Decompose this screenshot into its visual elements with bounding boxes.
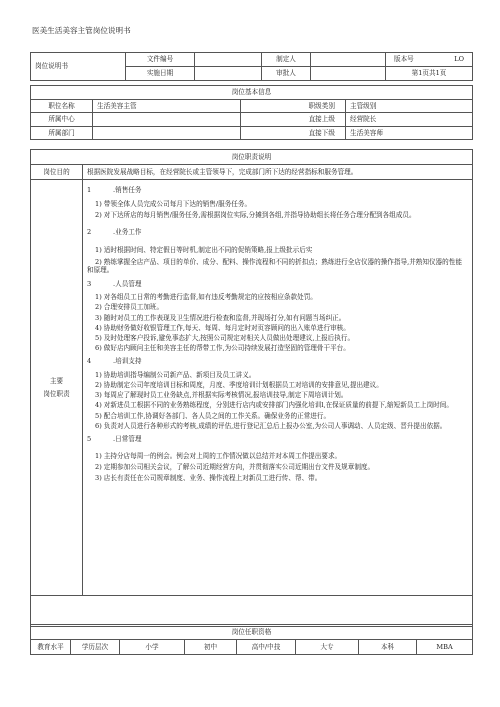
duty-item [87, 314, 468, 322]
duty-item-num: 5) [95, 411, 102, 420]
duty-section-title: .日常管理 [113, 434, 142, 443]
duty-section-title: .业务工作 [113, 228, 142, 237]
duty-item [87, 324, 468, 332]
duty-section-title: .人员管理 [113, 280, 142, 289]
duty-item [87, 371, 468, 379]
duty-item-text: 及时处理客户投诉,避免事态扩大,按照公司规定对相关人员做出处理建议,上报后执行。 [103, 334, 355, 343]
department-value [93, 126, 241, 140]
duty-item-text: 店长有责任在公司规章制度、业务、操作流程上对新员工进行传、帮、带。 [103, 474, 322, 483]
duty-item-num: 6) [95, 344, 102, 353]
department-label: 所属部门 [31, 126, 93, 140]
duty-item-num: 2) [95, 211, 102, 220]
version-value: LO [454, 55, 464, 64]
duty-section [87, 432, 468, 446]
education-option: MBA [417, 640, 473, 655]
direct-subordinate-label: 直接下级 [299, 126, 346, 140]
duty-item-text: 协助制定公司年度培训目标和周度，月度、季度培训计划根据员工对培训的安排意见,提出建议。 [103, 380, 383, 389]
file-no-value [195, 53, 262, 67]
duty-item [87, 293, 468, 301]
duty-item [87, 303, 468, 311]
duty-section-num: 3 [87, 280, 92, 289]
education-option: 大专 [296, 640, 359, 655]
duty-item-text: 对各组员工日常的考勤进行监督,如有违反考勤规定的应按相应条款处罚。 [103, 293, 317, 302]
effective-date-value [195, 67, 262, 81]
position-name-value: 生活美容主管 [93, 99, 241, 113]
level-label: 学历层次 [71, 640, 120, 655]
duty-item-num: 3) [95, 313, 102, 322]
duty-item-num: 2) [95, 257, 102, 266]
education-option: 本科 [359, 640, 417, 655]
duty-item-num: 6) [95, 421, 102, 430]
duty-item [87, 344, 468, 352]
file-no-label: 文件编号 [126, 53, 195, 67]
duty-item-text: 带领全体人员完成公司每月下达的销售/服务任务。 [103, 200, 252, 208]
duty-item-num: 3) [95, 474, 102, 483]
duty-item [87, 463, 468, 471]
duty-section [87, 225, 468, 239]
job-category-value: 主管级别 [346, 99, 473, 113]
direct-subordinate-value: 生活美容师 [346, 126, 473, 140]
duty-section [87, 277, 468, 291]
duty-item [87, 246, 468, 254]
doc-label: 岗位说明书 [31, 53, 126, 81]
duty-section-title: .培训支持 [113, 357, 142, 366]
doc-header-table [30, 52, 473, 81]
duty-section-num: 1 [87, 185, 92, 194]
duty-item-num: 1) [95, 451, 102, 460]
education-label: 教育水平 [31, 640, 71, 655]
qualification-table [30, 624, 473, 655]
duty-item [87, 422, 468, 430]
duty-section-num: 5 [87, 434, 92, 443]
duty-item-num: 4) [95, 323, 102, 332]
duty-section-num: 2 [87, 228, 92, 237]
duty-item-num: 5) [95, 334, 102, 343]
purpose-label: 岗位目的 [31, 165, 83, 180]
effective-date-label: 实施日期 [126, 67, 195, 81]
duty-item [87, 452, 468, 460]
duty-item-text: 主持分店每周一的例会。例会对上周的工作情况做以总结并对本周工作提出要求。 [103, 451, 342, 460]
duty-item-num: 4) [95, 401, 102, 410]
main-duties-label [31, 180, 83, 596]
job-category-label: 职级类别 [299, 99, 346, 113]
duty-item-num: 2) [95, 303, 102, 312]
duty-item [87, 258, 468, 274]
basic-info-title: 岗位基本信息 [31, 86, 473, 100]
version-label: 版本号 [394, 55, 414, 64]
duty-item-num: 1) [95, 200, 102, 208]
duty-item-num: 2) [95, 380, 102, 389]
basic-info-table [30, 85, 473, 140]
duty-item-text: 负责对人员进行各种形式的考核,成绩的评估,进行登记汇总后上报办公室,为公司人事调动、人员定级、晋升提出依据。 [103, 421, 447, 430]
duty-item-text: 适时根据时间、特定假日等时机,制定出不同的促销策略,报上级批示后实 [103, 246, 313, 255]
approver-value [311, 67, 386, 81]
duty-item [87, 381, 468, 389]
main-duties-label-line1: 主要 [49, 377, 64, 386]
duty-item [87, 412, 468, 420]
main-duties-content [83, 180, 473, 596]
duties-title: 岗位职责说明 [31, 150, 473, 165]
approver-label: 审批人 [262, 67, 311, 81]
duty-item [87, 200, 468, 208]
main-duties-label-line2: 岗位职责 [43, 389, 70, 398]
center-value [93, 113, 241, 127]
direct-superior-value: 经营院长 [346, 113, 473, 127]
version-cell [386, 53, 473, 67]
duty-section [87, 183, 468, 197]
duty-item [87, 401, 468, 409]
page-title: 医美生活美容主管岗位说明书 [32, 26, 131, 35]
duty-item-text: 协助培训指导编制公司新产品、新项目及员工讲义。 [103, 370, 256, 379]
author-label: 制定人 [262, 53, 311, 67]
position-name-label: 职位名称 [31, 99, 93, 113]
direct-superior-label: 直接上级 [299, 113, 346, 127]
duty-item-text: 每周应了解现时员工业务缺点,并根据实际考核情况,报培训技导,制定下周培训计划。 [103, 391, 348, 400]
duty-item-text: 定期参加公司相关会议，了解公司近期经营方向，并贯彻落实公司近期出台文件及规章制度。 [103, 463, 375, 472]
duty-item-text: 做好店内顾问主任和美容主任的帮带工作,为公司持续发展打造坚固的管理骨干平台。 [103, 344, 350, 353]
duty-item-text: 随时对员工的工作表现及卫生情况进行检查和监督,并现场打分,如有问题当场纠正。 [103, 313, 346, 322]
duty-item-text: 协助财务做好收银管理工作,每天、每周、每月定时对页容顾问的出入账单进行审核。 [103, 323, 350, 332]
duty-item-text: 熟练掌握全店产品、项目的单价、成分、配料、操作流程和不同的折扣点；熟练进行全店仪器的操作指导,并熟知仪器的性能和原理。 [87, 257, 462, 274]
blank-row [31, 596, 473, 627]
duty-section [87, 355, 468, 369]
duty-item-text: 配合培训工作,协调好各部门、各人员之间的工作关系。确保业务的正常进行。 [103, 411, 331, 420]
education-option: 小学 [120, 640, 185, 655]
center-label: 所属中心 [31, 113, 93, 127]
duty-item [87, 391, 468, 399]
duty-item-num: 1) [95, 246, 102, 255]
education-option: 初中 [185, 640, 237, 655]
duty-item-text: 合理安排员工加班。 [103, 303, 164, 312]
duty-item-text: 对新进员工根据不同的业务熟练程度，分别进行店内或安排部门内强化培训l,在保证质量的前提下,缩短新员工上岗时间。 [103, 401, 453, 410]
duty-item [87, 334, 468, 342]
purpose-text: 根据医院发展战略目标，在经营院长或主管领导下，完成部门所下达的经营指标和服务管理。 [83, 165, 473, 180]
duty-item-text: 对下达所店的每月销售/服务任务,需根据岗位实际,分摊到各组,并指导协助组长将任务合理分配到各组成员。 [103, 211, 416, 220]
duty-item-num: 1) [95, 370, 102, 379]
duty-item-num: 2) [95, 463, 102, 472]
qualification-title: 岗位任职资格 [31, 625, 473, 640]
duty-item [87, 474, 468, 482]
author-value [311, 53, 386, 67]
duties-table [30, 149, 473, 627]
education-option: 高中/中技 [237, 640, 296, 655]
duty-item [87, 211, 468, 219]
duty-section-title: .销售任务 [113, 185, 142, 194]
duty-item-num: 1) [95, 293, 102, 302]
duty-item-num: 3) [95, 391, 102, 400]
duty-section-num: 4 [87, 357, 92, 366]
page-info: 第1页共1页 [386, 67, 473, 81]
